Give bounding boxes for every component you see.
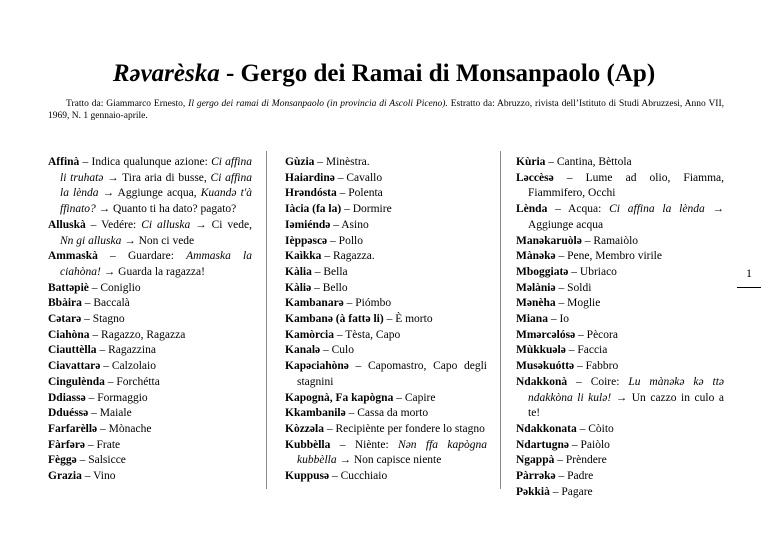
entry-definition: – Stagno [81,313,125,326]
entry-term: Fàrfərə [48,438,86,451]
entry-term: Fèggə [48,454,77,467]
glossary-entry [516,281,724,297]
entry-definition: – Cucchiaio [329,470,388,483]
entry-example: Nn gi alluska [60,234,122,247]
glossary-entry [516,343,724,359]
entry-term: Ciauttèlla [48,344,97,357]
entry-term: Ndakkonà [516,375,568,388]
entry-definition: – Pene, Membro virile [555,250,662,263]
entry-term: Haiardinə [285,171,335,184]
entry-term: Cətarə [48,313,82,326]
entry-term: Dduéssə [48,407,89,420]
entry-definition: – Capomastro, Capo degli stagnini [297,360,487,388]
glossary-entry [285,296,487,312]
glossary-entry [285,265,487,281]
glossary-entry [48,391,252,407]
entry-definition: – Soldi [555,281,592,294]
entry-definition: – Bello [311,281,348,294]
entry-term: Kàlia [285,265,312,278]
entry-example: Ci affina la lènda [60,171,252,200]
glossary-entry [516,249,724,265]
entry-term: Ndartugnə [516,438,570,451]
entry-definition: – Vino [81,470,116,483]
entry-definition: – Culo [320,344,355,357]
glossary-entry [285,234,487,250]
entry-term: Ddiassə [48,391,86,404]
entry-term: Mànəkə [516,250,556,263]
glossary-entry [285,155,487,171]
entry-definition: – Cantina, Bèttola [545,156,632,168]
title-rest: - Gergo dei Ramai di Monsanpaolo (Ap) [219,60,656,87]
entry-definition: → Aggiunge acqua, [98,187,201,200]
entry-term: Musəkuóttə [516,360,575,373]
entry-definition: → Guarda la ragazza! [100,265,205,278]
entry-term: Farfarèllə [48,422,98,435]
entry-example: Ci alluska [141,218,191,231]
glossary-entry [516,265,724,281]
entry-term: Ciavattarə [48,360,101,373]
entry-term: Iàcia (fa la) [285,203,342,216]
entry-term: Affinà [48,156,80,168]
entry-definition: → Non capisce niente [336,454,442,467]
glossary-entry [516,171,724,202]
glossary-entry [48,281,252,297]
entry-definition: → Tira aria di busse, [103,171,211,184]
entry-example: Lu mànəkə kə ttə ndakkòna li kulə! [528,375,725,404]
entry-definition: – Lume ad olio, Fiamma, Fiammifero, Occhi [528,171,724,200]
entry-term: Kapognà, Fa kapògna [285,391,394,404]
entry-term: Ndakkonata [516,422,577,435]
entry-example: Kuandə t'à ffinato? [60,187,252,216]
entry-definition: – Baccalà [81,297,130,310]
glossary-entry [48,422,252,438]
entry-example: Ci affina la lènda [609,203,705,216]
glossary-entry [285,406,487,422]
glossary-entry [48,469,252,485]
page-title [0,60,768,88]
glossary-entry [516,234,724,250]
glossary-entry [48,328,252,344]
entry-definition: – Io [547,313,570,326]
entry-definition: – Ragazza. [321,250,375,263]
glossary-entry [48,312,252,328]
entry-definition: → Non ci vede [121,234,195,247]
page-number [737,266,761,288]
entry-term: Pəkkià [516,485,550,498]
title-italic: Rəvarèska [112,60,220,87]
glossary-entry [285,171,487,187]
entry-definition: – Pollo [327,234,363,247]
entry-definition: – Pagare [549,485,593,498]
entry-definition: → Ci vede, [190,218,252,231]
entry-definition: – Indica qualunque azione: [79,156,212,168]
glossary-column-1 [48,155,252,485]
glossary-entry [285,281,487,297]
glossary-entry [285,328,487,344]
page-number-label: 1 [746,266,752,280]
entry-definition: → Aggiunge acqua [528,203,725,231]
entry-definition: – Coire: [567,375,629,388]
column-divider [500,151,501,489]
glossary-entry [516,469,724,485]
entry-term: Battəpiè [48,281,89,294]
entry-definition: – Polenta [336,187,383,200]
entry-definition: – Cassa da morto [345,407,429,420]
glossary-entry [285,312,487,328]
glossary-entry [285,469,487,485]
glossary-column-3 [516,155,724,500]
entry-term: Iəmiéndə [285,218,331,231]
entry-term: Kanalə [285,344,321,357]
entry-definition: – Prèndere [554,454,607,467]
glossary-entry [516,312,724,328]
entry-term: Bbàira [48,297,82,310]
entry-term: Kòzzəla [285,422,324,435]
glossary-entry [48,375,252,391]
entry-definition: – È morto [383,313,433,326]
source-citation [48,98,724,122]
entry-definition: – Fabbro [574,360,619,373]
glossary-entry [285,186,487,202]
entry-term: Kambanarə [285,297,344,310]
entry-definition: – Mònache [97,422,152,435]
entry-term: Mənèha [516,297,556,310]
entry-term: Lènda [516,203,548,216]
glossary-entry [48,438,252,454]
entry-definition: – Piómbo [343,297,392,310]
entry-example: Ammaska la ciahòna! [60,250,252,278]
entry-term: Kàliə [285,281,312,294]
glossary-entry [285,202,487,218]
entry-example: Nən ffa kapògna kubbèlla [297,438,487,467]
glossary-entry [516,422,724,438]
entry-term: Ngappà [516,454,555,467]
entry-definition: – Cavallo [334,171,383,184]
entry-definition: → Un cazzo in culo a te! [528,391,724,420]
entry-definition: – Frate [85,438,121,451]
citation-work-title: Il gergo dei ramai di Monsanpaolo (in provincia di Ascoli Piceno). [188,99,448,109]
entry-definition: – Ramaiòlo [581,234,639,247]
glossary-entry [516,328,724,344]
entry-definition: – Minèstra. [314,156,370,168]
page-number-rule [737,287,761,288]
entry-term: Kaìkka [285,250,322,263]
entry-term: Cingulènda [48,375,105,388]
entry-definition: → Quanto ti ha dato? pagato? [95,203,237,216]
glossary-entry [48,359,252,375]
entry-definition: – Formaggio [85,391,148,404]
entry-term: Məlàniə [516,281,556,294]
entry-term: Kubbèlla [285,438,331,451]
entry-term: Miana [516,313,548,326]
entry-definition: – Paiòlo [569,438,610,451]
glossary-entry [516,485,724,501]
entry-term: Kùria [516,156,546,168]
entry-term: Alluskà [48,218,86,231]
glossary-entry [285,438,487,469]
glossary-entry [516,296,724,312]
entry-definition: – Padre [555,470,594,483]
glossary-entry [48,155,252,218]
entry-definition: – Acqua: [547,203,610,216]
column-divider [266,151,267,489]
entry-term: Mboggiatə [516,265,569,278]
entry-definition: – Còito [576,422,614,435]
entry-term: Kapəciahònə [285,360,349,373]
glossary-entry [516,453,724,469]
glossary-entry [516,155,724,171]
glossary-entry [285,359,487,390]
glossary-entry [48,453,252,469]
entry-definition: – Ubriaco [568,265,617,278]
entry-definition: – Pècora [575,328,618,341]
entry-example: Ci affina li truhatə [60,156,252,184]
glossary-entry [48,296,252,312]
entry-term: Kamòrcia [285,328,334,341]
entry-term: Ciahòna [48,328,90,341]
entry-term: Ləccèsə [516,171,554,184]
entry-term: Manəkaruòlə [516,234,582,247]
glossary-entry [285,422,487,438]
glossary-entry [516,202,724,233]
glossary-entry [516,375,724,422]
entry-term: Kambanə (à fattə li) [285,313,384,326]
entry-definition: – Niènte: [330,438,399,451]
entry-term: Kkambanilə [285,407,346,420]
citation-journal: Estratto da: Abruzzo, rivista dell’Istituto di Studi Abruzzesi, Anno VII, 1969, N. 1 gennaio-aprile. [48,99,725,121]
entry-definition: – Calzolaio [100,360,156,373]
citation-author: Tratto da: Giammarco Ernesto, [66,99,189,109]
entry-definition: – Salsicce [76,454,126,467]
entry-term: Mùkkuələ [516,344,566,357]
entry-definition: – Moglie [555,297,601,310]
glossary-column-2 [285,155,487,485]
entry-term: Ièppəscə [285,234,328,247]
entry-definition: – Recipiènte per fondere lo stagno [323,422,485,435]
entry-term: Ammaskà [48,250,98,263]
glossary-entry [48,218,252,249]
glossary-entry [516,359,724,375]
glossary-entry [285,249,487,265]
entry-definition: – Ragazzina [96,344,156,357]
entry-term: Hrəndósta [285,187,337,200]
entry-definition: – Tèsta, Capo [333,328,401,341]
glossary-entry [48,249,252,280]
entry-term: Mmərcəlósə [516,328,576,341]
glossary-entry [48,343,252,359]
glossary-entry [516,438,724,454]
entry-term: Kuppusə [285,470,330,483]
glossary-entry [48,406,252,422]
entry-term: Pàrrəkə [516,470,556,483]
entry-definition: – Coniglio [88,281,141,294]
glossary-entry [285,391,487,407]
entry-definition: – Capire [393,391,436,404]
entry-definition: – Guardare: [97,250,187,263]
entry-definition: – Asino [330,218,369,231]
entry-term: Gùzia [285,156,315,168]
entry-definition: – Forchétta [104,375,160,388]
entry-definition: – Vedére: [85,218,142,231]
entry-term: Grazia [48,470,82,483]
entry-definition: – Dormire [341,203,392,216]
entry-definition: – Ragazzo, Ragazza [89,328,186,341]
glossary-entry [285,218,487,234]
glossary-entry [285,343,487,359]
entry-definition: – Bella [311,265,348,278]
entry-definition: – Faccia [565,344,608,357]
entry-definition: – Maiale [88,407,132,420]
